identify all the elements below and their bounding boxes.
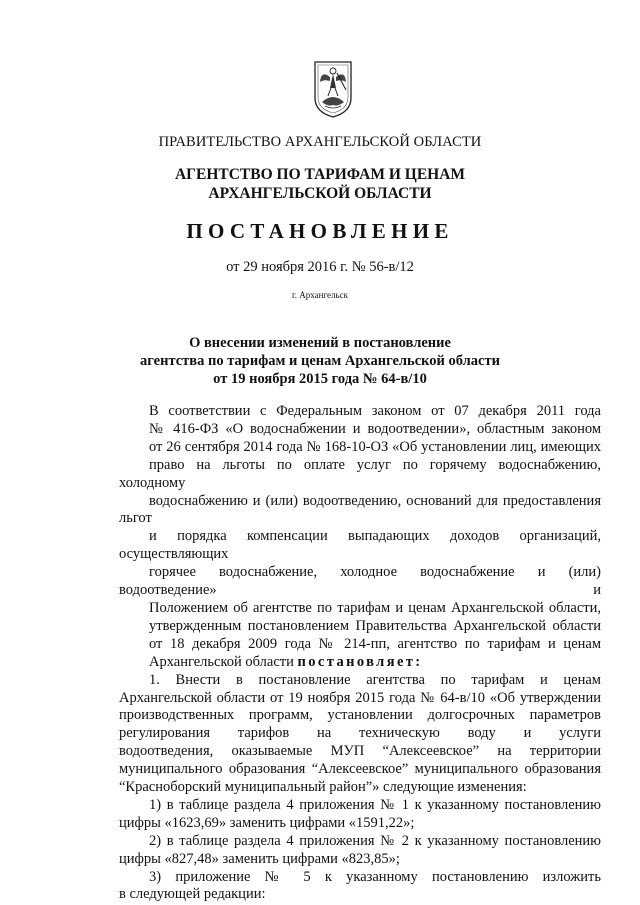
text-line: № 416-ФЗ «О водоснабжении и водоотведении», областным законом: [149, 420, 601, 437]
text-line: Положением об агентстве по тарифам и ценам Архангельской области,: [149, 599, 601, 616]
text-line: [119, 654, 601, 672]
text-line: право на льготы по оплате услуг по горячему водоснабжению, холодному: [119, 456, 601, 491]
text-line: цифры «1623,69» заменить цифрами «1591,22»;: [119, 814, 415, 831]
text-line: горячее водоснабжение, холодное водоснабжение и (или) водоотведение» и: [119, 564, 601, 599]
text-line: муниципального образования “Алексеевское” муниципального образования: [119, 761, 601, 778]
agency-name-line2: АРХАНГЕЛЬСКОЙ ОБЛАСТИ: [208, 185, 432, 202]
agency-name: [0, 165, 640, 203]
text-line: цифры «827,48» заменить цифрами «823,85»;: [119, 850, 400, 867]
document-date-number: от 29 ноября 2016 г. № 56-в/12: [226, 259, 414, 275]
sub-item-3-paragraph: [119, 869, 601, 905]
preamble-paragraph: [119, 403, 601, 672]
text-line: Архангельской области от 19 ноября 2015 года № 64-в/10 «Об утверждении: [119, 689, 601, 706]
government-name: ПРАВИТЕЛЬСТВО АРХАНГЕЛЬСКОЙ ОБЛАСТИ: [158, 134, 482, 150]
text-line: “Красноборский муниципальный район”» следующие изменения:: [119, 779, 527, 796]
text-line: водоснабжению и (или) водоотведению, оснований для предоставления льгот: [119, 492, 601, 527]
arkhangelsk-coat-of-arms-icon: [312, 60, 354, 118]
text-line: от 26 сентября 2014 года № 168-10-ОЗ «Об установлении лиц, имеющих: [149, 438, 601, 455]
text-line: В соответствии с Федеральным законом от 07 декабря 2011 года: [149, 403, 601, 419]
text-line: 1) в таблице раздела 4 приложения № 1 к указанному постановлению: [149, 796, 601, 813]
subject-line: О внесении изменений в постановление: [189, 335, 451, 351]
preamble-end: Архангельской области: [149, 653, 294, 670]
text-line: 3) приложение № 5 к указанному постановлению изложить: [149, 868, 601, 885]
item-1-paragraph: [119, 672, 601, 797]
text-line: утвержденным постановлением Правительства Архангельской области: [149, 617, 601, 634]
text-line: водоотведения, оказываемые МУП “Алексеевское” на территории: [119, 743, 601, 760]
text-line: 2) в таблице раздела 4 приложения № 2 к указанному постановлению: [149, 832, 601, 849]
document-body: [119, 403, 601, 904]
text-line: регулирования тарифов на техническую воду и услуги: [119, 725, 601, 742]
sub-item-2-paragraph: [119, 833, 601, 869]
agency-name-line1: АГЕНТСТВО ПО ТАРИФАМ И ЦЕНАМ: [174, 166, 466, 183]
subject-line: агентства по тарифам и ценам Архангельской области: [140, 353, 500, 369]
resolves-word: постановляет:: [297, 653, 423, 670]
text-line: производственных программ, установлении долгосрочных параметров: [119, 707, 601, 724]
text-line: от 18 декабря 2009 года № 214-пп, агентство по тарифам и ценам: [149, 635, 601, 652]
text-line: и порядка компенсации выпадающих доходов организаций, осуществляющих: [119, 528, 601, 563]
subject-line: от 19 ноября 2015 года № 64-в/10: [213, 371, 427, 387]
document-subject: [0, 334, 640, 388]
text-line: в следующей редакции:: [119, 886, 266, 903]
sub-item-1-paragraph: [119, 797, 601, 833]
document-city: г. Архангельск: [292, 290, 348, 300]
document-type-title: ПОСТАНОВЛЕНИЕ: [186, 219, 454, 243]
text-line: 1. Внести в постановление агентства по тарифам и ценам: [149, 671, 601, 688]
